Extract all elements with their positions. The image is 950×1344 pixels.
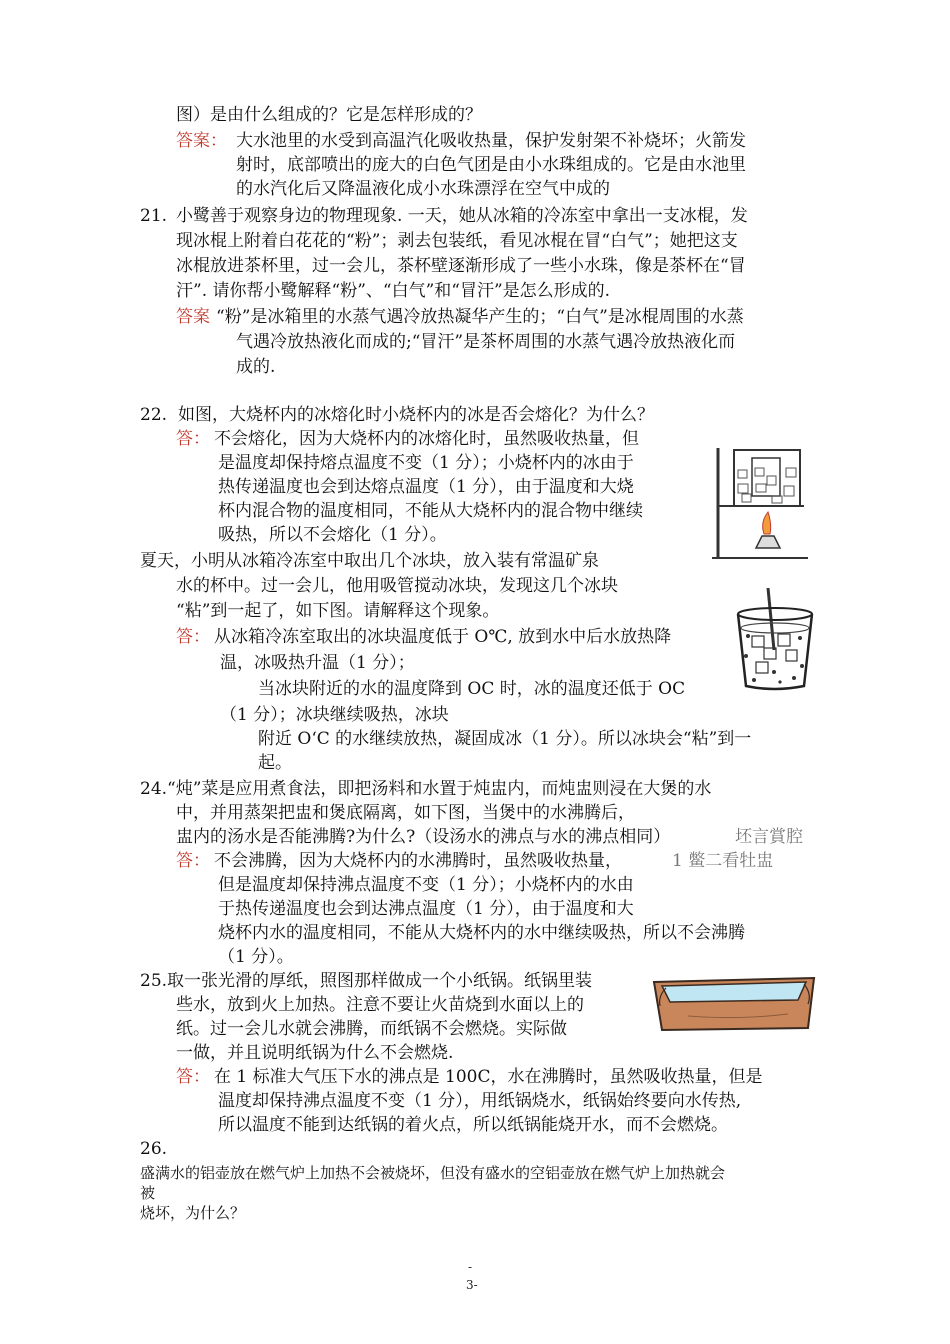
q23-answer-line: 附近 O‘C 的水继续放热，凝固成冰（1 分）。所以冰块会“粘”到一	[258, 729, 752, 749]
q21-question-line: 现冰棍上附着白花花的“粉”；剥去包装纸，看见冰棍在冒“白气”；她把这支	[176, 231, 738, 251]
q24-answer-line: 但是温度却保持沸点温度不变（1 分）；小烧杯内的水由	[218, 875, 634, 895]
q24-question-line: 24.“炖”菜是应用煮食法，即把汤料和水置于炖盅内，而炖盅则浸在大煲的水	[140, 779, 712, 799]
ice-glass-figure	[734, 586, 818, 692]
q22-question: 如图，大烧杯内的冰熔化时小烧杯内的冰是否会熔化？为什么？	[178, 405, 654, 425]
q25-answer-label: 答：	[176, 1067, 210, 1087]
q23-answer-line: 温，冰吸热升温（1 分）；	[220, 653, 415, 673]
q20-question-continuation: 图）是由什么组成的？它是怎样形成的？	[176, 105, 482, 125]
q22-answer-line: 不会熔化，因为大烧杯内的冰熔化时，虽然吸收热量，但	[214, 429, 639, 449]
q21-question-line: 冰棍放进茶杯里，过一会儿，茶杯壁逐渐形成了一些小水珠，像是茶杯在“冒	[176, 256, 746, 276]
paper-pot-figure	[648, 972, 820, 1034]
q25-question-line: 一做，并且说明纸锅为什么不会燃烧.	[176, 1043, 454, 1063]
q26-question-line: 被	[140, 1184, 156, 1202]
q22-answer-line: 热传递温度也会到达熔点温度（1 分），由于温度和大烧	[218, 477, 634, 497]
q20-answer-line: 大水池里的水受到高温汽化吸收热量，保护发射架不补烧坏；火箭发	[236, 131, 746, 151]
beaker-burner-figure	[712, 440, 812, 560]
q25-question-line: 些水，放到火上加热。注意不要让火苗烧到水面以上的	[176, 995, 584, 1015]
q20-answer-label: 答案：	[176, 131, 227, 151]
q23-answer-line: 从冰箱冷冻室取出的冰块温度低于 O℃, 放到水中后水放热降	[214, 627, 672, 647]
q22-answer-line: 吸热，所以不会熔化（1 分）。	[218, 525, 447, 545]
q23-answer-line: 当冰块附近的水的温度降到 OC 时，冰的温度还低于 OC	[258, 679, 686, 699]
q20-answer-line: 射时，底部喷出的庞大的白色气团是由小水珠组成的。它是由水池里	[236, 155, 746, 175]
q21-answer-line: 成的.	[236, 357, 276, 377]
q22-answer-line: 是温度却保持熔点温度不变（1 分）；小烧杯内的冰由于	[218, 453, 634, 473]
q25-answer-line: 温度却保持沸点温度不变（1 分），用纸锅烧水，纸锅始终要向水传热,	[218, 1091, 742, 1111]
q24-garbled-text: 1 鳖二看牡盅	[672, 851, 774, 871]
q22-answer-label: 答：	[176, 429, 210, 449]
q22-answer-line: 杯内混合物的温度相同，不能从大烧杯内的混合物中继续	[218, 501, 643, 521]
q23-question-line: 夏天，小明从冰箱冷冻室中取出几个冰块，放入装有常温矿泉	[140, 551, 599, 571]
q23-answer-line: 起。	[258, 753, 292, 773]
q23-answer-line: （1 分）；冰块继续吸热，冰块	[220, 705, 449, 725]
q26-question-line: 烧坏，为什么？	[140, 1204, 246, 1222]
q24-answer-line: （1 分）。	[218, 947, 294, 967]
q25-answer-line: 所以温度不能到达纸锅的着火点，所以纸锅能烧开水，而不会燃烧。	[218, 1115, 728, 1135]
q24-garbled-text: 坯言賞腔	[735, 827, 803, 847]
q26-question-line: 盛满水的铝壶放在燃气炉上加热不会被烧坏，但没有盛水的空铝壶放在燃气炉上加热就会	[140, 1164, 726, 1182]
q21-answer-line: 气遇冷放热液化而成的;“冒汗”是茶杯周围的水蒸气遇冷放热液化而	[236, 332, 736, 352]
q25-question-line: 25.取一张光滑的厚纸，照图那样做成一个小纸锅。纸锅里装	[140, 971, 593, 991]
q21-question-line: 小鹭善于观察身边的物理现象. 一天，她从冰箱的冷冻室中拿出一支冰棍，发	[176, 206, 748, 226]
q23-question-line: “粘”到一起了，如下图。请解释这个现象。	[176, 601, 500, 621]
q23-answer-label: 答：	[176, 627, 210, 647]
q20-answer-line: 的水汽化后又降温液化成小水珠漂浮在空气中成的	[236, 179, 610, 199]
q24-question-line: 中，并用蒸架把盅和煲底隔离，如下图，当煲中的水沸腾后，	[176, 803, 635, 823]
q26-number: 26.	[140, 1139, 168, 1159]
q24-answer-line: 不会沸腾，因为大烧杯内的水沸腾时，虽然吸收热量，	[214, 851, 622, 871]
q24-answer-label: 答：	[176, 851, 210, 871]
footer-dash: -	[468, 1260, 473, 1274]
q23-question-line: 水的杯中。过一会儿，他用吸管搅动冰块，发现这几个冰块	[176, 576, 618, 596]
q22-number: 22.	[140, 405, 168, 425]
q24-answer-line: 烧杯内水的温度相同，不能从大烧杯内的水中继续吸热，所以不会沸腾	[218, 923, 745, 943]
q24-question-line: 盅内的汤水是否能沸腾?为什么?（设汤水的沸点与水的沸点相同）	[176, 827, 671, 847]
q21-answer-line: “粉”是冰箱里的水蒸气遇冷放热凝华产生的；“白气”是冰棍周围的水蒸	[216, 307, 744, 327]
q24-answer-line: 于热传递温度也会到达沸点温度（1 分），由于温度和大	[218, 899, 634, 919]
q25-answer-line: 在 1 标准大气压下水的沸点是 100C，水在沸腾时，虽然吸收热量，但是	[214, 1067, 763, 1087]
q25-question-line: 纸。过一会儿水就会沸腾，而纸锅不会燃烧。实际做	[176, 1019, 567, 1039]
q21-question-line: 汗”. 请你帮小鹭解释“粉”、“白气”和“冒汗”是怎么形成的.	[176, 281, 611, 301]
q21-number: 21.	[140, 206, 168, 226]
q21-answer-label: 答案	[176, 307, 210, 327]
page-number: 3-	[466, 1278, 478, 1292]
